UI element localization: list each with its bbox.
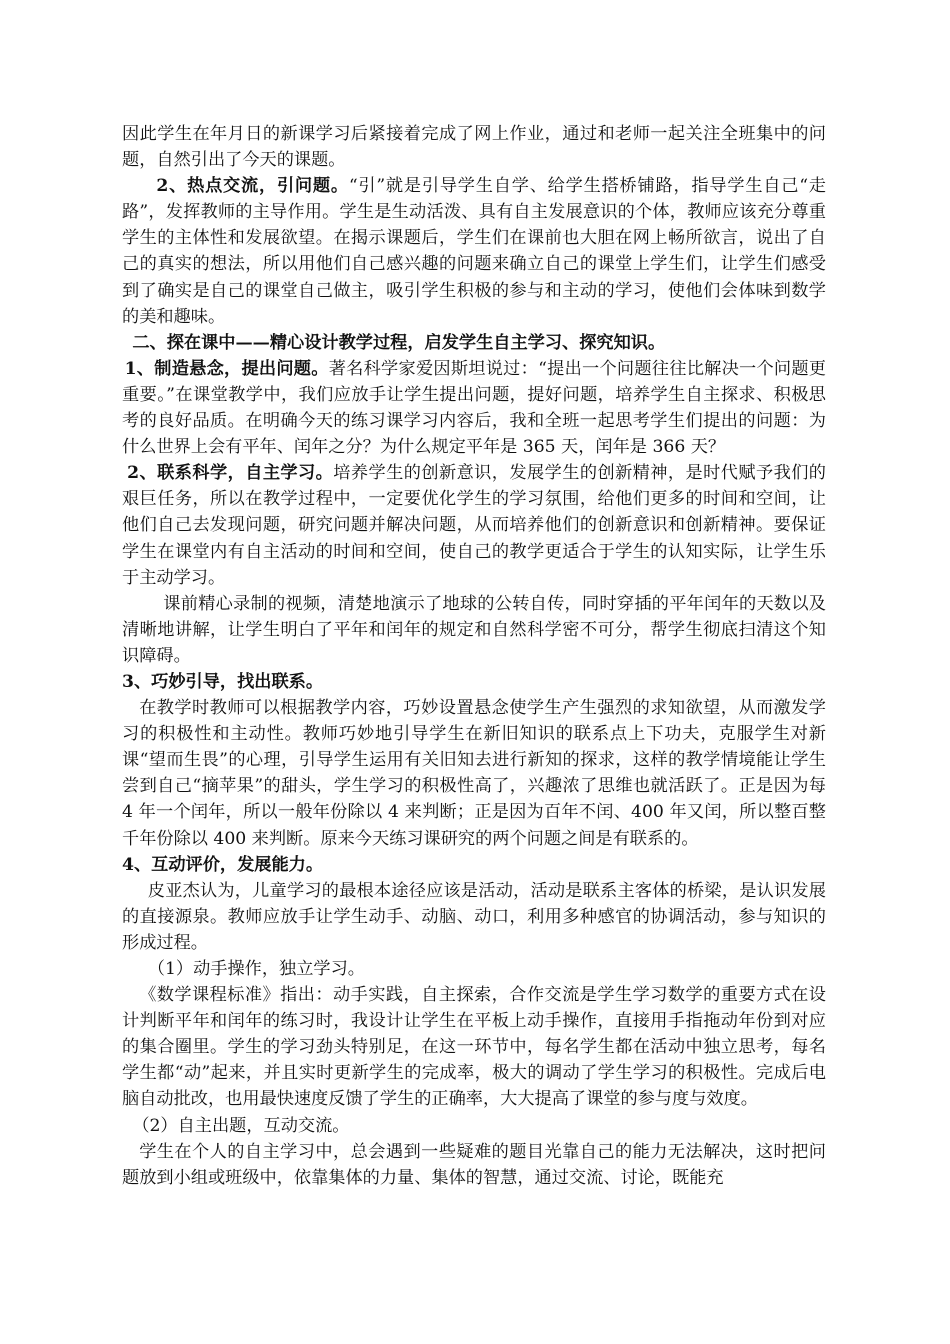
paragraph-text: 《数学课程标准》指出：动手实践，自主探索，合作交流是学生学习数学的重要方式在设计判断平年和闰年的练习时，我设计让学生在平板上动手操作，直接用手指拖动年份到对应的集合圈里。学生的学习劲头特别足，在这一环节中，每名学生都在活动中独立思考，每名学生都“动”起来，并且实时更新学生的完成率，极大的调动了学生学习的积极性。完成后电脑自动批改，也用最快速度反馈了学生的正确率，大大提高了课堂的参与度与效度。	[122, 985, 826, 1110]
list-subheading	[122, 956, 826, 982]
subheading	[122, 669, 826, 695]
paragraph-heading: 4、互动评价，发展能力。	[122, 854, 324, 875]
section-heading	[122, 330, 826, 356]
paragraph-text: 在教学时教师可以根据教学内容，巧妙设置悬念使学生产生强烈的求知欲望，从而激发学习的积极性和主动性。教师巧妙地引导学生在新旧知识的联系点上下功夫，克服学生对新课“望而生畏”的心理，引导学生运用有关旧知去进行新知的探求，这样的教学情境能让学生尝到自己“摘苹果”的甜头，学生学习的积极性高了，兴趣浓了思维也就活跃了。正是因为每 4 年一个闰年，所以一般年份除以 4 来判断；正是因为百年不闰、400 年又闰，所以整百整千年份除以 400 来判断。原来今天练习课研究的两个问题之间是有联系的。	[122, 698, 826, 849]
paragraph-heading: 1、制造悬念，提出问题。	[124, 358, 329, 379]
paragraph-heading: 二、探在课中——精心设计教学过程，启发学生自主学习、探究知识。	[132, 332, 666, 353]
paragraph-heading: 2、热点交流，引问题。	[156, 176, 349, 197]
paragraph-text: 皮亚杰认为，儿童学习的最根本途径应该是活动，活动是联系主客体的桥梁，是认识发展的直接源泉。教师应放手让学生动手、动脑、动口，利用多种感官的协调活动，参与知识的形成过程。	[122, 880, 826, 953]
subheading	[122, 852, 826, 878]
paragraph-text: 著名科学家爱因斯坦说过：“提出一个问题往往比解决一个问题更重要。”在课堂教学中，我们应放手让学生提出问题，提好问题，培养学生自主探求、积极思考的良好品质。在明确今天的练习课学习内容后，我和全班一起思考学生们提出的问题：为什么世界上会有平年、闰年之分？为什么规定平年是 365 天，闰年是 366 天？	[122, 358, 826, 458]
paragraph	[122, 121, 826, 173]
paragraph	[122, 460, 826, 590]
paragraph-text: “引”就是引导学生自学、给学生搭桥铺路，指导学生自己“走路”，发挥教师的主导作用。学生是生动活泼、具有自主发展意识的个体，教师应该充分尊重学生的主体性和发展欲望。在揭示课题后，学生们在课前也大胆在网上畅所欲言，说出了自己的真实的想法，所以用他们自己感兴趣的问题来确立自己的课堂上学生们，让学生们感受到了确实是自己的课堂自己做主，吸引学生积极的参与和主动的学习，使他们会体味到数学的美和趣味。	[122, 176, 826, 327]
paragraph	[122, 173, 826, 330]
paragraph	[122, 878, 826, 956]
paragraph	[122, 695, 826, 852]
paragraph-text: 学生在个人的自主学习中，总会遇到一些疑难的题目光靠自己的能力无法解决，这时把问题放到小组或班级中，依靠集体的力量、集体的智慧，通过交流、讨论，既能充	[122, 1141, 826, 1188]
paragraph	[122, 1139, 826, 1191]
paragraph-text: 因此学生在年月日的新课学习后紧接着完成了网上作业，通过和老师一起关注全班集中的问题，自然引出了今天的课题。	[122, 124, 826, 171]
list-subheading	[122, 1113, 826, 1139]
paragraph-heading: 2、联系科学，自主学习。	[127, 463, 334, 484]
paragraph-text: （1）动手操作，独立学习。	[147, 959, 365, 979]
paragraph-text: 课前精心录制的视频，清楚地演示了地球的公转自传，同时穿插的平年闰年的天数以及清晰地讲解，让学生明白了平年和闰年的规定和自然科学密不可分，帮学生彻底扫清这个知识障碍。	[122, 593, 826, 666]
paragraph-heading: 3、巧妙引导，找出联系。	[122, 671, 324, 692]
paragraph-text: （2）自主出题，互动交流。	[132, 1115, 350, 1136]
paragraph	[122, 982, 826, 1112]
paragraph	[122, 591, 826, 669]
paragraph	[122, 356, 826, 460]
paragraph-text: 培养学生的创新意识，发展学生的创新精神，是时代赋予我们的艰巨任务，所以在教学过程中，一定要优化学生的学习氛围，给他们更多的时间和空间，让他们自己去发现问题，研究问题并解决问题，从而培养他们的创新意识和创新精神。要保证学生在课堂内有自主活动的时间和空间，使自己的教学更适合于学生的认知实际，让学生乐于主动学习。	[122, 463, 826, 588]
